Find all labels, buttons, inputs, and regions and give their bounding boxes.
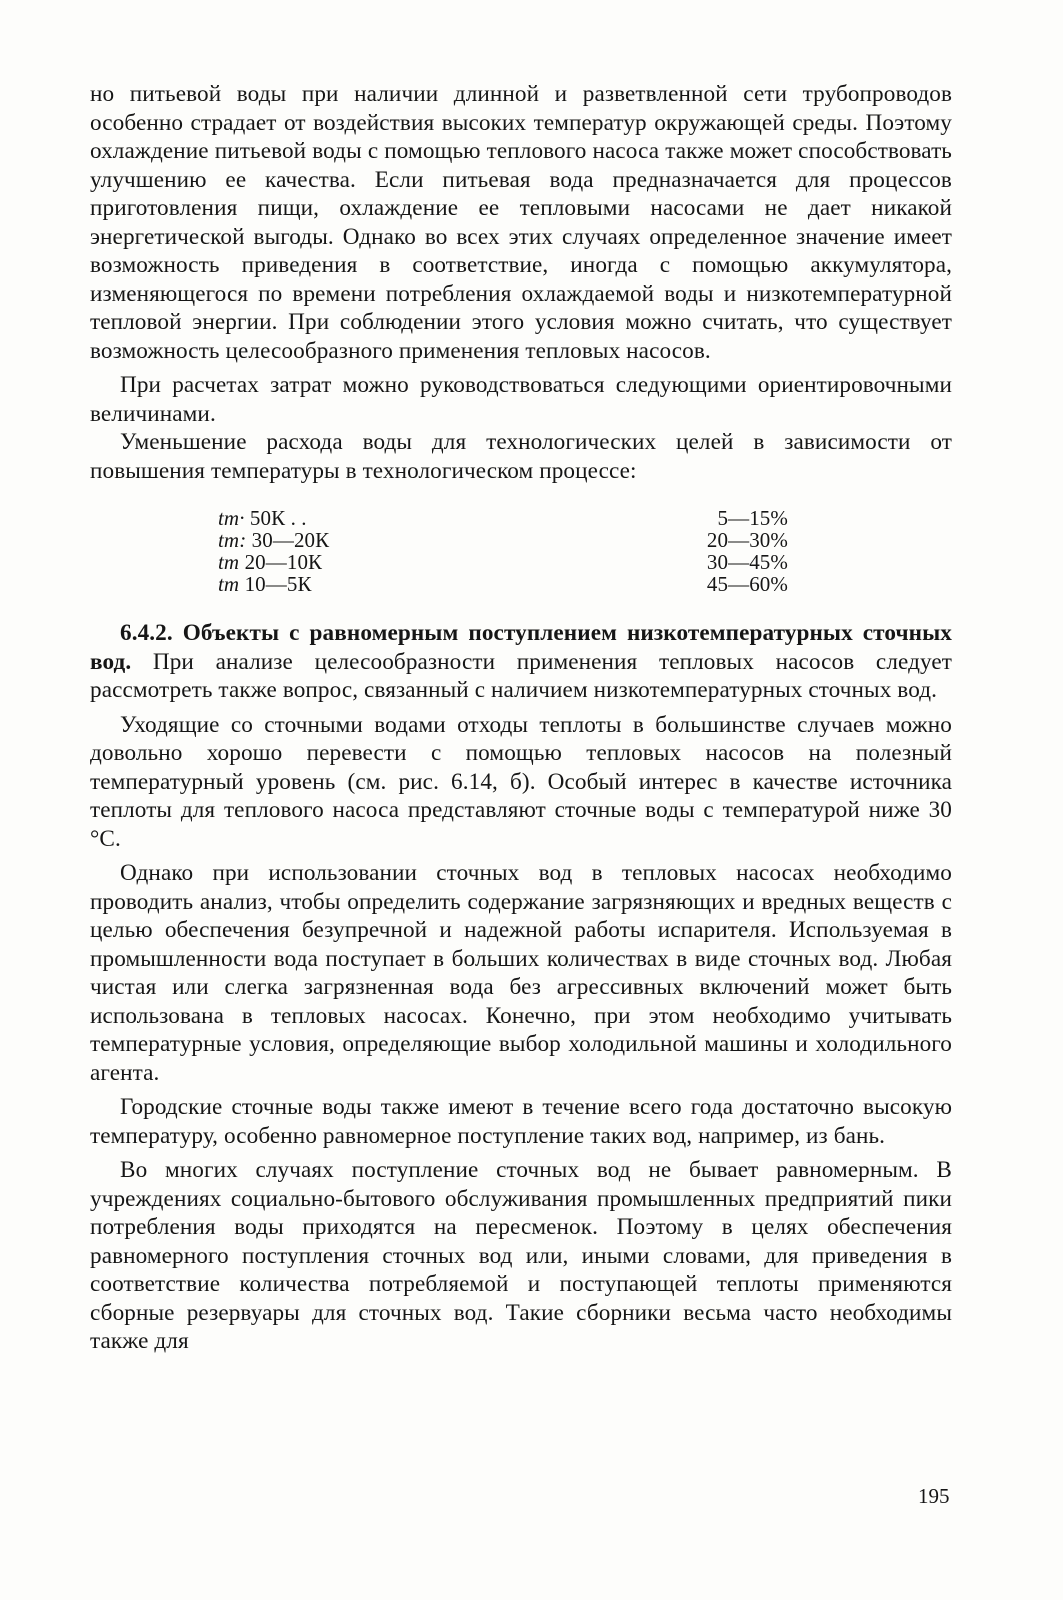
- page-number: 195: [918, 1484, 950, 1508]
- paragraph-water-reduction: Уменьшение расхода воды для технологических целей в зависимости от повышения температуры в технологическом процессе:: [90, 429, 952, 484]
- text-block: [90, 80, 952, 1356]
- table-row: [90, 529, 952, 551]
- table-row: [90, 551, 952, 573]
- table-row: [90, 573, 952, 595]
- section-heading: 6.4.2. Объекты с равномерным поступлением низкотемпературных сточных вод.: [90, 620, 952, 675]
- table-value: 5—15%: [717, 506, 788, 530]
- section-text: При анализе целесообразности применения тепловых насосов следует рассмотреть также вопрос, связанный с наличием низкотемпературных сточных вод.: [90, 648, 952, 703]
- table-range: 30—20К: [251, 528, 330, 552]
- temperature-table: [90, 507, 952, 595]
- paragraph-cost-estimates: При расчетах затрат можно руководствоваться следующими ориентировочными величинами.: [90, 372, 952, 427]
- table-symbol: tт:: [218, 528, 247, 552]
- paragraph-city-wastewater: Городские сточные воды также имеют в течение всего года достаточно высокую температуру, особенно равномерное поступление таких вод, например, из бань.: [90, 1094, 952, 1149]
- table-value: 45—60%: [706, 572, 788, 596]
- table-value: 20—30%: [706, 528, 788, 552]
- paragraph-uneven-flow: Во многих случаях поступление сточных вод не бывает равномерным. В учреждениях социально-бытового обслуживания промышленных предприятий пики потребления воды приходятся на пересменок. Поэтому в целях обеспечения равномерного поступления сточных вод или, иными словами, для приведения в соответствие количества потребляемой и поступающей теплоты применяются сборные резервуары для сточных вод. Такие сборники весьма часто необходимы также для: [90, 1157, 952, 1354]
- table-symbol: tт: [218, 572, 240, 596]
- table-symbol: tт: [218, 550, 240, 574]
- table-range: 50К . .: [249, 506, 307, 530]
- table-symbol: tт·: [218, 506, 245, 530]
- table-value: 30—45%: [706, 550, 788, 574]
- paragraph-continuation: но питьевой воды при наличии длинной и разветвленной сети трубопроводов особенно страдает от воздействия высоких температур окружающей среды. Поэтому охлаждение питьевой воды с помощью теплового насоса также может способствовать улучшению ее качества. Если питьевая вода предназначается для процессов приготовления пищи, охлаждение ее тепловыми насосами не дает никакой энергетической выгоды. Однако во всех этих случаях определенное значение имеет возможность приведения в соответствие, иногда с помощью аккумулятора, изменяющегося по времени потребления охлаждаемой воды и низкотемпературной тепловой энергии. При соблюдении этого условия можно считать, что существует возможность целесообразного применения тепловых насосов.: [90, 81, 952, 364]
- table-row: [90, 507, 952, 529]
- table-range: 20—10К: [244, 550, 323, 574]
- paragraph-waste-heat: Уходящие со сточными водами отходы теплоты в большинстве случаев можно довольно хорошо перевести с помощью тепловых насосов на полезный температурный уровень (см. рис. 6.14, б). Особый интерес в качестве источника теплоты для теплового насоса представляют сточные воды с температурой ниже 30 °С.: [90, 711, 952, 852]
- section-paragraph: [90, 619, 952, 705]
- table-range: 10—5К: [244, 572, 312, 596]
- paragraph-analysis: Однако при использовании сточных вод в тепловых насосах необходимо проводить анализ, чтобы определить содержание загрязняющих и вредных веществ с целью обеспечения безупречной и надежной работы испарителя. Используемая в промышленности вода поступает в больших количествах в виде сточных вод. Любая чистая или слегка загрязненная вода без агрессивных включений может быть использована в тепловых насосах. Конечно, при этом необходимо учитывать температурные условия, определяющие выбор холодильной машины и холодильного агента.: [90, 860, 952, 1086]
